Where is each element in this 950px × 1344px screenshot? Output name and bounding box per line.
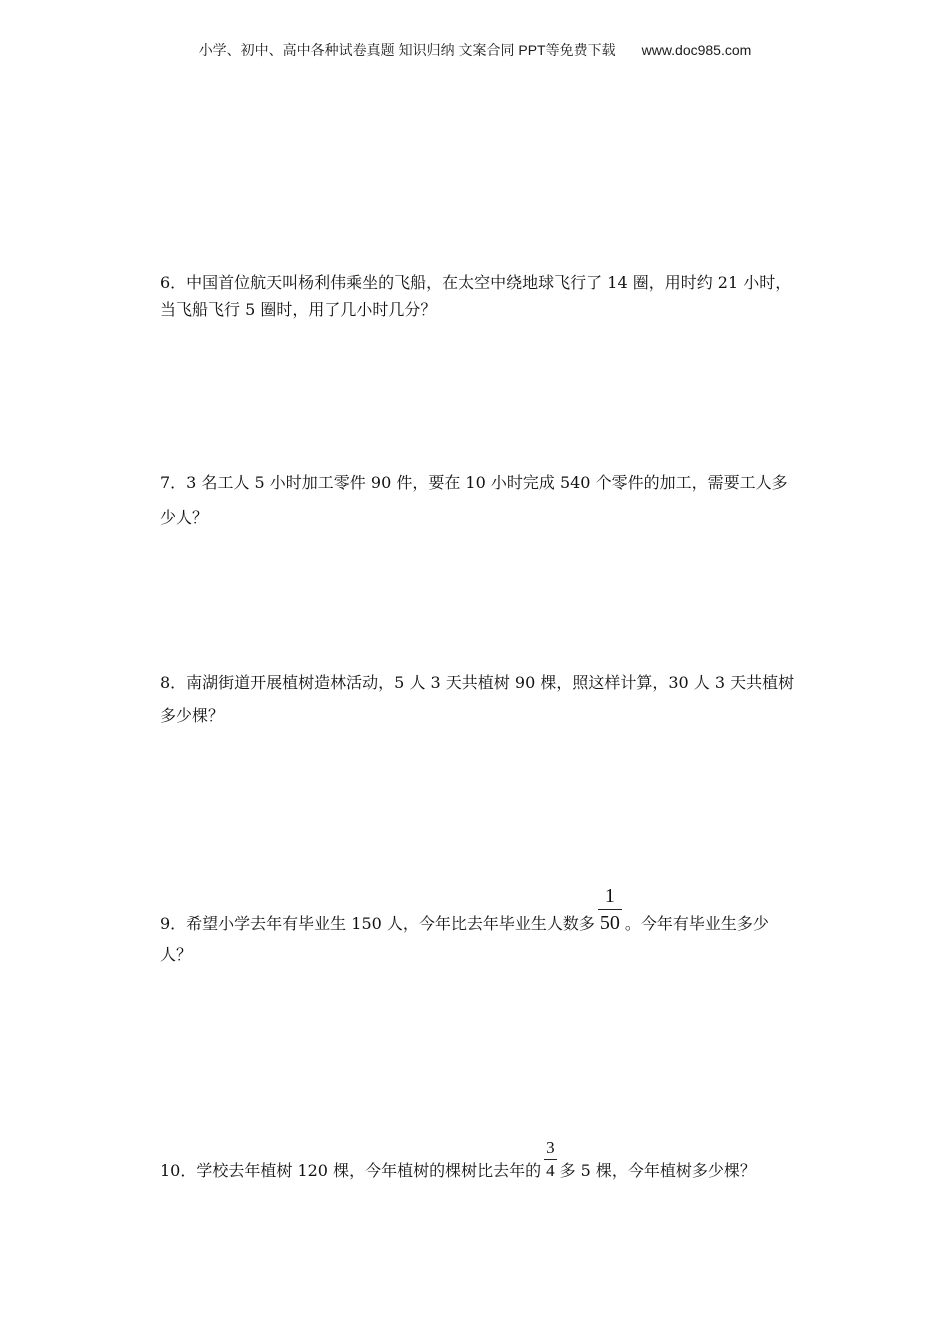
problem-9-fraction: [598, 885, 622, 934]
problem-10-text-before: 10．学校去年植树 120 棵，今年植树的棵树比去年的: [160, 1161, 542, 1180]
problem-9-text-after: 。今年有毕业生多少: [624, 914, 769, 933]
fraction-denominator: 4: [546, 1161, 555, 1180]
problem-7-line-2: 少人？: [160, 508, 209, 527]
problem-9-text-before: 9．希望小学去年有毕业生 150 人，今年比去年毕业生人数多: [160, 914, 595, 933]
problem-10-text-after: 多 5 棵，今年植树多少棵？: [559, 1161, 756, 1180]
fraction-denominator: 50: [598, 909, 622, 933]
problem-9-line-2: 人？: [160, 945, 193, 964]
problem-9-line-1: [160, 885, 769, 935]
problem-8-line-2: 多少棵？: [160, 706, 225, 725]
problem-10-line-1: [160, 1138, 756, 1182]
header-title: 小学、初中、高中各种试卷真题 知识归纳 文案合同 PPT等免费下载: [198, 42, 616, 58]
page-header: [0, 40, 950, 60]
fraction-numerator: 3: [546, 1138, 555, 1157]
header-site-link[interactable]: www.doc985.com: [641, 42, 752, 58]
problem-8-line-1: 8．南湖街道开展植树造林活动，5 人 3 天共植树 90 棵，照这样计算，30 人 3 天共植树: [160, 673, 795, 692]
problem-7-line-1: 7．3 名工人 5 小时加工零件 90 件，要在 10 小时完成 540 个零件的加工，需要工人多: [160, 473, 788, 492]
fraction-numerator: 1: [604, 885, 615, 907]
problem-6-line-2: 当飞船飞行 5 圈时，用了几小时几分？: [160, 300, 437, 319]
problem-10-fraction: [544, 1138, 557, 1182]
problem-6-line-1: 6．中国首位航天叫杨利伟乘坐的飞船，在太空中绕地球飞行了 14 圈，用时约 21 小时，: [160, 273, 792, 292]
